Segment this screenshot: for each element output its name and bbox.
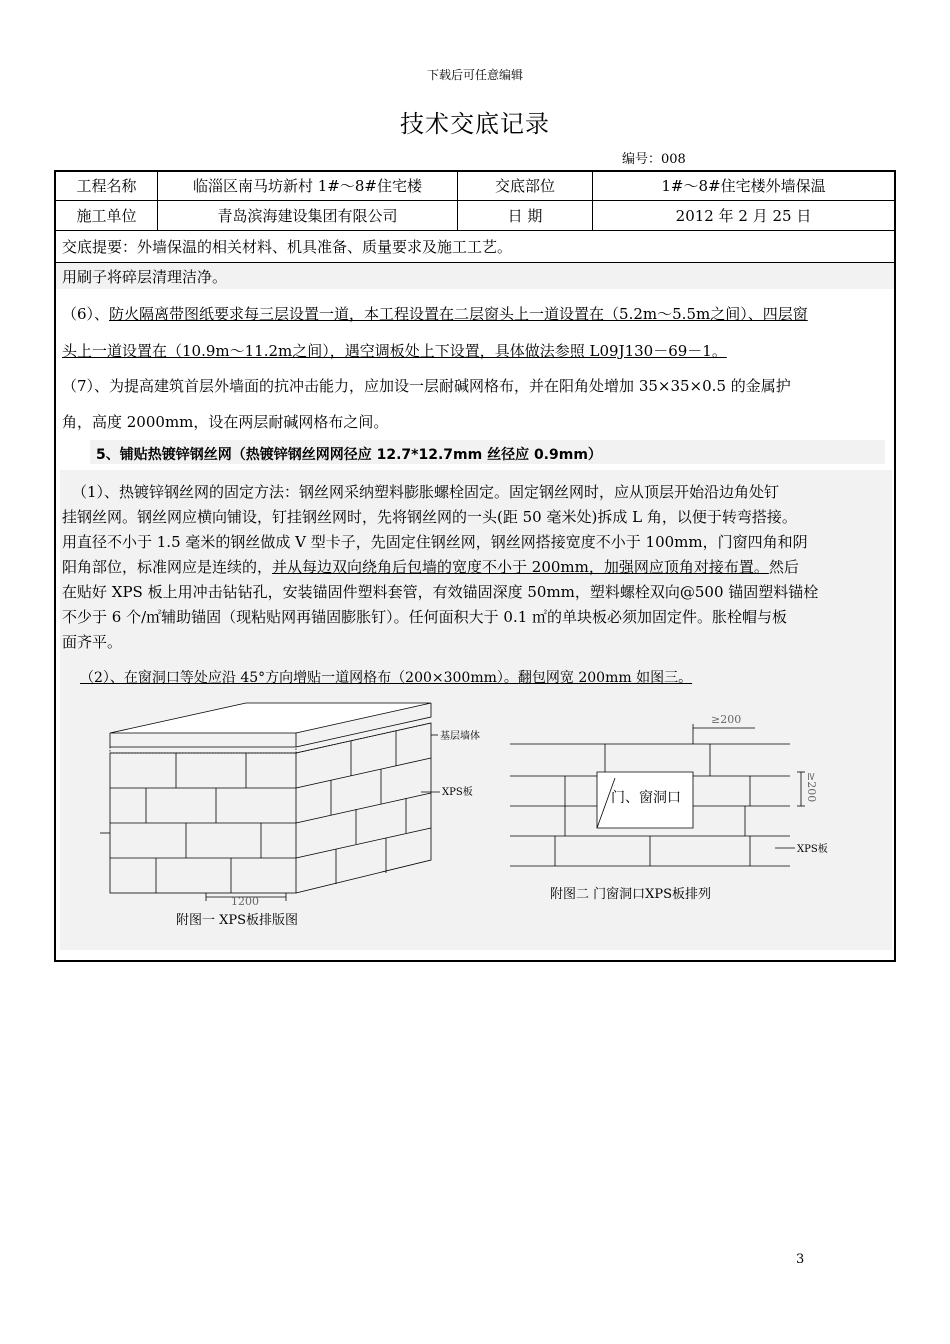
figure-2-opening-layout bbox=[505, 706, 845, 906]
figure-2-dimension-side: ≥200 bbox=[805, 772, 818, 803]
section-5-line: 面齐平。 bbox=[62, 633, 123, 651]
figure-2-dimension-top: ≥200 bbox=[711, 713, 742, 726]
section-5-line bbox=[62, 556, 799, 577]
location-value: 1#～8#住宅楼外墙保温 bbox=[661, 177, 826, 195]
section-5-line: 用直径不小于 1.5 毫米的钢丝做成 V 型卡子，先固定住钢丝网，钢丝网搭接宽度不小于 100mm，门窗四角和阴 bbox=[62, 533, 808, 551]
body-line: 用刷子将碎层清理洁净。 bbox=[62, 268, 228, 286]
figure-2-opening-label: 门、窗洞口 bbox=[611, 790, 681, 806]
figure-1-label-xps: XPS板 bbox=[442, 787, 473, 798]
figure-2-caption: 附图二 门窗洞口XPS板排列 bbox=[550, 887, 712, 902]
figure-1-label-base: 基层墙体 bbox=[440, 731, 480, 742]
section-5-line: 在贴好 XPS 板上用冲击钻钻孔，安装锚固件塑料套管，有效锚固深度 50mm，塑料螺栓双向@500 锚固塑料锚栓 bbox=[62, 583, 819, 601]
figure-1-xps-layout bbox=[96, 695, 496, 935]
page-number: 3 bbox=[796, 1252, 805, 1267]
section-5-heading: 5、铺贴热镀锌钢丝网（热镀锌钢丝网网径应 12.7*12.7mm 丝径应 0.9mm） bbox=[96, 447, 602, 463]
section-5-line-underlined: 并从每边双向绕角后包墙的宽度不小于 200mm，加强网应顶角对接布置。 bbox=[272, 558, 769, 576]
paragraph-7-line1: （7）、为提高建筑首层外墙面的抗冲击能力，应加设一层耐碱网格布，并在阳角处增加 35×35×0.5 的金属护 bbox=[62, 377, 791, 395]
section-5-line: 挂钢丝网。钢丝网应横向铺设，钉挂钢丝网时，先将钢丝网的一头(距 50 毫米处)拆成 L 角，以便于转弯搭接。 bbox=[62, 508, 797, 526]
location-label: 交底部位 bbox=[494, 177, 555, 195]
section-5-line: 不少于 6 个/㎡辅助锚固（现粘贴网再锚固膨胀钉）。任何面积大于 0.1 ㎡的单块板必须加固定件。胀栓帽与板 bbox=[62, 608, 788, 626]
base-wall-band bbox=[110, 747, 296, 753]
section-5-line: （1）、热镀锌钢丝网的固定方法：钢丝网采纳塑料膨胀螺栓固定。固定钢丝网时，应从顶层开始沿边角处钉 bbox=[72, 483, 780, 501]
paragraph-6 bbox=[62, 303, 808, 324]
summary: 交底提要：外墙保温的相关材料、机具准备、质量要求及施工工艺。 bbox=[62, 238, 513, 256]
date-value: 2012 年 2 月 25 日 bbox=[675, 207, 812, 225]
paragraph-6-line2: 头上一道设置在（10.9m～11.2m之间），遇空调板处上下设置，具体做法参照 L09J130－69－1。 bbox=[62, 342, 727, 360]
document-number: 编号：008 bbox=[622, 152, 686, 167]
header-note: 下载后可任意编辑 bbox=[426, 68, 523, 82]
figure-1-dimension: 1200 bbox=[231, 895, 259, 908]
slab-top bbox=[110, 703, 431, 733]
paragraph-7-line2: 角，高度 2000mm，设在两层耐碱网格布之间。 bbox=[62, 413, 389, 431]
slab-edge bbox=[110, 733, 296, 747]
section-5-line-part: 阳角部位，标准网应是连续的， bbox=[62, 558, 273, 576]
table-divider bbox=[54, 230, 896, 231]
section-5-line-part: 然后 bbox=[768, 558, 799, 576]
paragraph-6-prefix: （6）、 bbox=[62, 305, 110, 323]
figure-2-label-xps: XPS板 bbox=[797, 844, 828, 855]
section-5-paragraph-2: （2）、在窗洞口等处应沿 45°方向增贴一道网格布（200×300mm）。翻包网宽 200mm 如图三。 bbox=[80, 670, 693, 686]
page-title: 技术交底记录 bbox=[400, 110, 550, 138]
figure-1-caption: 附图一 XPS板排版图 bbox=[176, 913, 299, 928]
date-label: 日 期 bbox=[507, 207, 543, 225]
paragraph-6-line1: 防火隔离带图纸要求每三层设置一道，本工程设置在二层窗头上一道设置在（5.2m～5.5m之间）、四层窗 bbox=[109, 305, 808, 323]
unit-label: 施工单位 bbox=[76, 207, 137, 225]
unit-value: 青岛滨海建设集团有限公司 bbox=[217, 207, 398, 225]
project-name-label: 工程名称 bbox=[76, 177, 137, 195]
project-name-value: 临淄区南马坊新村 1#～8#住宅楼 bbox=[193, 177, 422, 195]
